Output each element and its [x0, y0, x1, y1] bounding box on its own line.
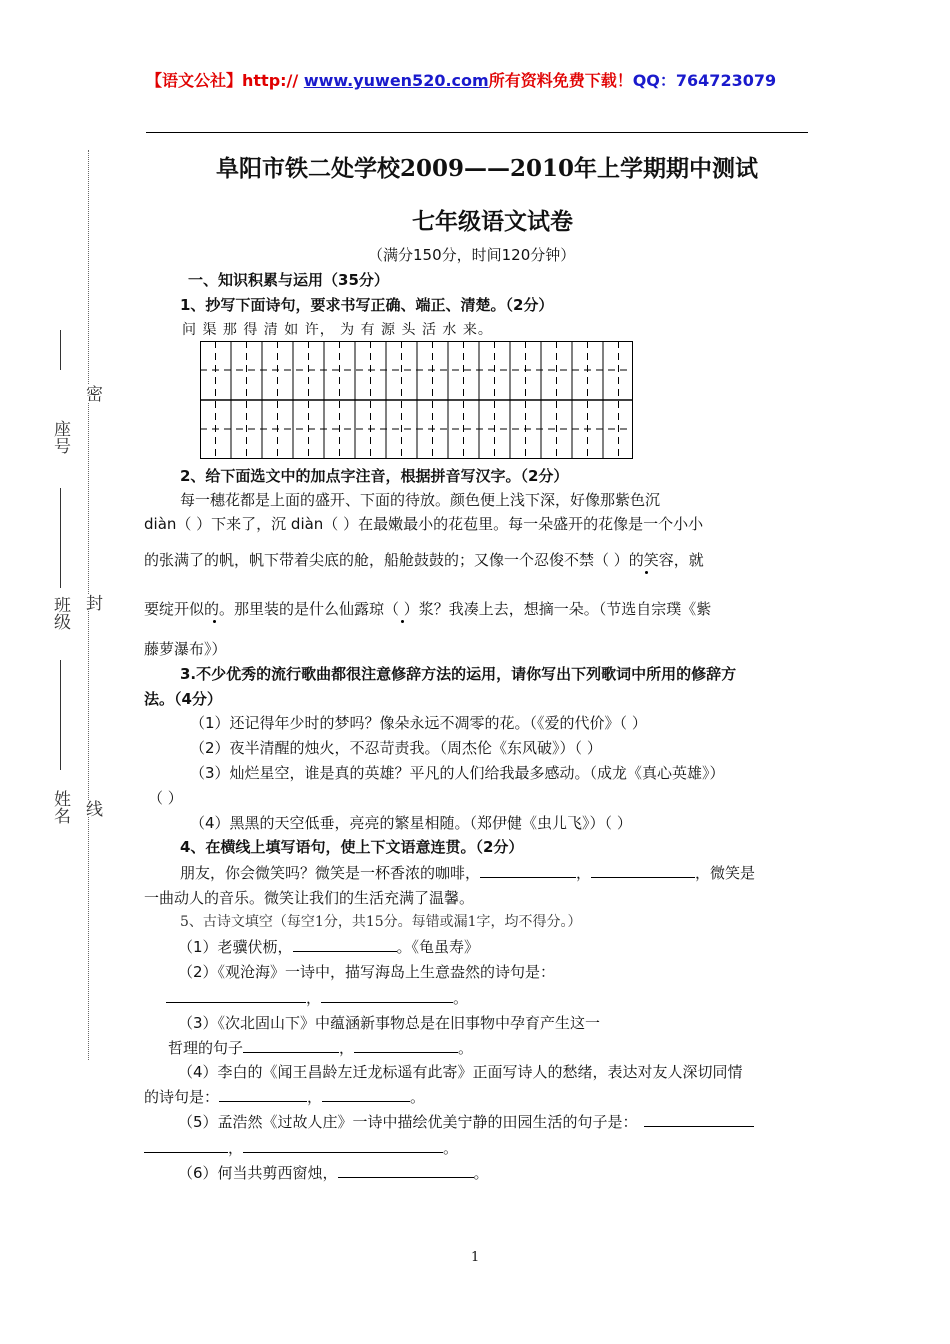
q5-item-4-text: 的诗句是：	[144, 1088, 220, 1106]
emphasis-dot	[213, 620, 216, 623]
q5-item-4-line-2	[144, 1086, 425, 1107]
q4-text-b: ，	[576, 864, 592, 882]
period: 。	[453, 989, 469, 1007]
q5-item-5-answer	[144, 1137, 458, 1158]
class-label: 班级	[50, 596, 70, 630]
q5-item-6-text: （6）何当共剪西窗烛，	[178, 1164, 338, 1182]
q2-line-2: diàn（ ）下来了，沉 diàn（ ）在最嫩最小的花苞里。每一朵盛开的花像是一个小小	[144, 515, 704, 533]
q5-blank-8[interactable]	[644, 1126, 754, 1127]
exam-title: 阜阳市铁二处学校2009——2010年上学期期中测试	[216, 155, 759, 182]
header-divider	[146, 132, 808, 133]
q3-item-2: （2）夜半清醒的烛火，不忍苛责我。（周杰伦《东风破》）（ ）	[190, 739, 602, 757]
class-underline	[60, 488, 61, 588]
q4-blank-1[interactable]	[480, 877, 576, 878]
q5-item-5	[178, 1111, 754, 1132]
q5-item-2-answer	[166, 987, 468, 1008]
section-1-heading: 一、知识积累与运用（35分）	[188, 271, 389, 289]
q3-item-3-answer: （ ）	[148, 789, 183, 807]
q1-poem: 问 渠 那 得 清 如 许， 为 有 源 头 活 水 来。	[182, 322, 493, 338]
q5-blank-10[interactable]	[243, 1152, 443, 1153]
writing-grid[interactable]	[200, 341, 633, 459]
page-number: 1	[471, 1250, 480, 1265]
q5-blank-1[interactable]	[293, 951, 397, 952]
q5-blank-5[interactable]	[354, 1052, 458, 1053]
q4-line-1	[180, 862, 755, 883]
q2-stem: 2、给下面选文中的加点字注音，根据拼音写汉字。（2分）	[180, 467, 569, 485]
exam-subtitle: 七年级语文试卷	[412, 208, 573, 235]
q5-item-2: （2）《观沧海》一诗中，描写海岛上生意盎然的诗句是：	[178, 963, 556, 981]
q5-blank-11[interactable]	[338, 1177, 474, 1178]
header-url-link[interactable]: www.yuwen520.com	[303, 71, 489, 90]
q4-blank-2[interactable]	[591, 877, 695, 878]
q2-line-3: 的张满了的帆，帆下带着尖底的舱，船舱鼓鼓的；又像一个忍俊不禁（ ）的笑容，就	[144, 551, 704, 569]
name-underline	[60, 660, 61, 770]
period: 。	[410, 1088, 426, 1106]
comma: ，	[307, 1088, 323, 1106]
q5-item-6	[178, 1162, 489, 1183]
comma: ，	[306, 989, 322, 1007]
q4-line-2: 一曲动人的音乐。微笑让我们的生活充满了温馨。	[144, 889, 475, 907]
q3-item-4: （4）黑黑的天空低垂，亮亮的繁星相随。（郑伊健《虫儿飞》）（ ）	[190, 814, 632, 832]
q5-item-1-source: 。《龟虽寿》	[396, 938, 480, 956]
q2-line-5: 藤萝瀑布》）	[144, 640, 227, 658]
q5-blank-3[interactable]	[321, 1002, 453, 1003]
emphasis-dot	[401, 620, 404, 623]
q1-stem: 1、抄写下面诗句，要求书写正确、端正、清楚。（2分）	[180, 296, 554, 314]
q5-item-1-text: （1）老骥伏枥，	[178, 938, 293, 956]
emphasis-dot	[645, 571, 648, 574]
q2-line-1: 每一穗花都是上面的盛开、下面的待放。颜色便上浅下深，好像那紫色沉	[180, 491, 661, 509]
q3-item-3: （3）灿烂星空，谁是真的英雄？平凡的人们给我最多感动。（成龙《真心英雄》）	[190, 764, 725, 782]
q3-item-1: （1）还记得年少时的梦吗？像朵永远不凋零的花。（《爱的代价》（ ）	[190, 714, 647, 732]
q5-blank-9[interactable]	[144, 1152, 228, 1153]
q5-blank-4[interactable]	[243, 1052, 339, 1053]
header-qq: QQ：764723079	[632, 71, 777, 90]
exam-meta: （满分150分，时间120分钟）	[368, 246, 576, 264]
seal-xian: 线	[80, 800, 105, 817]
q2-line-4: 要绽开似的。那里装的是什么仙露琼（ ）浆？我凑上去，想摘一朵。（节选自宗璞《紫	[144, 600, 712, 618]
q4-stem: 4、在横线上填写语句，使上下文语意连贯。（2分）	[180, 838, 524, 856]
q3-stem-1: 3.不少优秀的流行歌曲都很注意修辞方法的运用，请你写出下列歌词中所用的修辞方	[180, 665, 737, 683]
seal-feng: 封	[80, 594, 105, 611]
comma: ，	[339, 1039, 355, 1057]
q5-item-5-text: （5）孟浩然《过故人庄》一诗中描绘优美宁静的田园生活的句子是：	[178, 1113, 638, 1131]
period: 。	[443, 1139, 459, 1157]
q4-text-a: 朋友，你会微笑吗？微笑是一杯香浓的咖啡，	[180, 864, 481, 882]
name-label: 姓名	[50, 790, 70, 824]
seat-label: 座号	[50, 420, 70, 454]
q4-text-c: ，微笑是	[695, 864, 756, 882]
writing-grid-lines	[200, 341, 633, 459]
q5-item-3-text: 哲理的句子	[168, 1039, 244, 1057]
header-banner	[146, 68, 776, 91]
q5-blank-7[interactable]	[322, 1101, 410, 1102]
q5-stem: 5、古诗文填空（每空1分，共15分。每错或漏1字，均不得分。）	[180, 914, 582, 930]
header-prefix: 【语文公社】http://	[146, 71, 299, 90]
comma: ，	[228, 1139, 244, 1157]
q5-item-1	[178, 936, 479, 957]
q5-item-3-line-2	[168, 1037, 473, 1058]
q5-item-3-line-1: （3）《次北固山下》中蕴涵新事物总是在旧事物中孕育产生这一	[178, 1014, 601, 1032]
header-tagline: 所有资料免费下载！	[488, 71, 633, 90]
period: 。	[458, 1039, 474, 1057]
seat-underline	[60, 330, 61, 370]
q5-blank-2[interactable]	[166, 1002, 306, 1003]
q5-blank-6[interactable]	[219, 1101, 307, 1102]
q5-item-4-line-1: （4）李白的《闻王昌龄左迁龙标遥有此寄》正面写诗人的愁绪，表达对友人深切同情	[178, 1063, 743, 1081]
seal-mi: 密	[80, 385, 105, 402]
q3-stem-2: 法。（4分）	[144, 690, 222, 708]
period: 。	[473, 1164, 489, 1182]
